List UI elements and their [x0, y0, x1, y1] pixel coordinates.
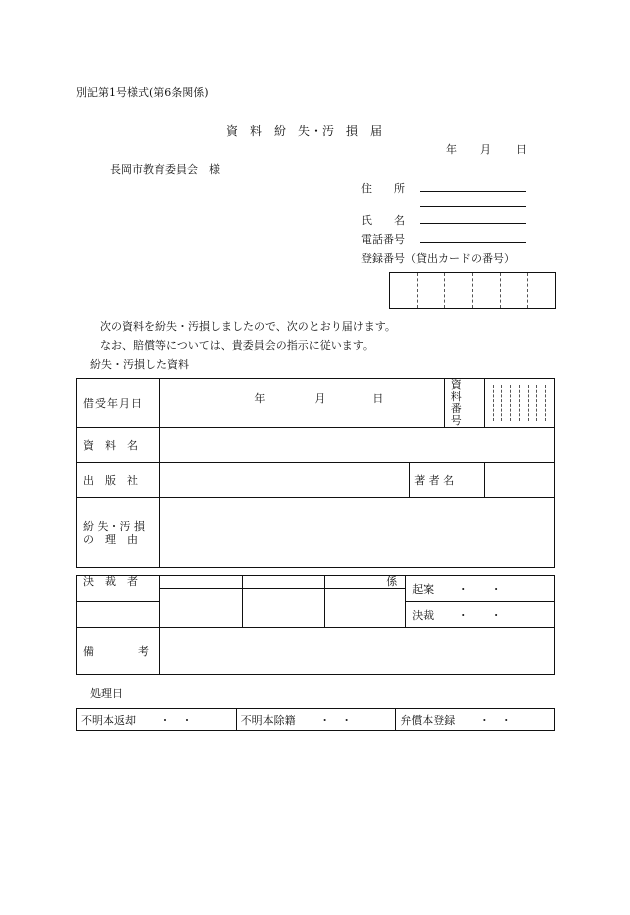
name-label: 氏 名: [361, 214, 405, 227]
approval-table: [76, 575, 555, 675]
unknown-remove-field[interactable]: 不明本除籍 ・ ・: [236, 709, 396, 731]
borrow-date-field[interactable]: 年 月 日: [160, 379, 444, 428]
material-number-field[interactable]: [484, 379, 554, 428]
addressee: 長岡市教育委員会 様: [110, 163, 220, 176]
reason-field[interactable]: [160, 498, 555, 568]
material-number-label: 資 料 番 号: [444, 379, 484, 428]
approver-header-cell: [242, 576, 325, 589]
remarks-label: 備 考: [77, 628, 160, 675]
staff-stamp-cell[interactable]: [325, 589, 406, 628]
reg-digit-cell: [390, 273, 417, 308]
reason-label: 紛 失・汚 損 の 理 由: [77, 498, 160, 568]
remarks-field[interactable]: [159, 628, 554, 675]
section-label: 紛失・汚損した資料: [90, 358, 189, 371]
staff-label: 係: [325, 576, 406, 589]
date-month-label: 月: [480, 143, 491, 156]
unknown-return-field[interactable]: 不明本返却 ・ ・: [77, 709, 237, 731]
borrow-date-label: 借受年月日: [77, 379, 160, 428]
material-table: [76, 378, 555, 568]
date-year-label: 年: [446, 143, 457, 156]
form-id: 別記第1号様式(第6条関係): [76, 86, 209, 99]
phone-field-line[interactable]: [420, 242, 526, 243]
phone-label: 電話番号: [361, 233, 405, 246]
processing-label: 処理日: [90, 687, 123, 700]
body-line-1: 次の資料を紛失・汚損しましたので、次のとおり届けます。: [100, 320, 396, 333]
publisher-label: 出 版 社: [77, 463, 160, 498]
approver-label-cell: 決 裁 者: [77, 576, 160, 602]
material-name-field[interactable]: [160, 428, 555, 463]
body-line-2: なお、賠償等については、貴委員会の指示に従います。: [100, 339, 374, 352]
processing-table: [76, 708, 555, 731]
publisher-field[interactable]: [160, 463, 410, 498]
draft-date-field[interactable]: 起案 ・ ・: [406, 576, 555, 602]
reg-digit-cell: [417, 273, 445, 308]
approver-stamp-cell[interactable]: [159, 589, 242, 628]
reg-digit-cell: [472, 273, 500, 308]
approver-header-cell: [159, 576, 242, 589]
form-title: 資 料 紛 失・汚 損 届: [226, 124, 383, 138]
address-field-line-2[interactable]: [420, 206, 526, 207]
approver-stamp-cell[interactable]: [77, 602, 160, 628]
address-label: 住 所: [361, 182, 405, 195]
compensation-register-field[interactable]: 弁償本登録 ・ ・: [396, 709, 555, 731]
reg-digit-cell: [444, 273, 472, 308]
reg-digit-cell: [527, 273, 555, 308]
name-field-line[interactable]: [420, 223, 526, 224]
date-day-label: 日: [516, 143, 527, 156]
material-name-label: 資 料 名: [77, 428, 160, 463]
decision-date-field[interactable]: 決裁 ・ ・: [406, 602, 555, 628]
author-label: 著 者 名: [410, 463, 485, 498]
reg-digit-cell: [500, 273, 528, 308]
registration-number-box[interactable]: [389, 272, 556, 309]
author-field[interactable]: [484, 463, 554, 498]
registration-label: 登録番号（貸出カードの番号）: [361, 252, 515, 265]
approver-stamp-cell[interactable]: [242, 589, 325, 628]
address-field-line-1[interactable]: [420, 191, 526, 192]
